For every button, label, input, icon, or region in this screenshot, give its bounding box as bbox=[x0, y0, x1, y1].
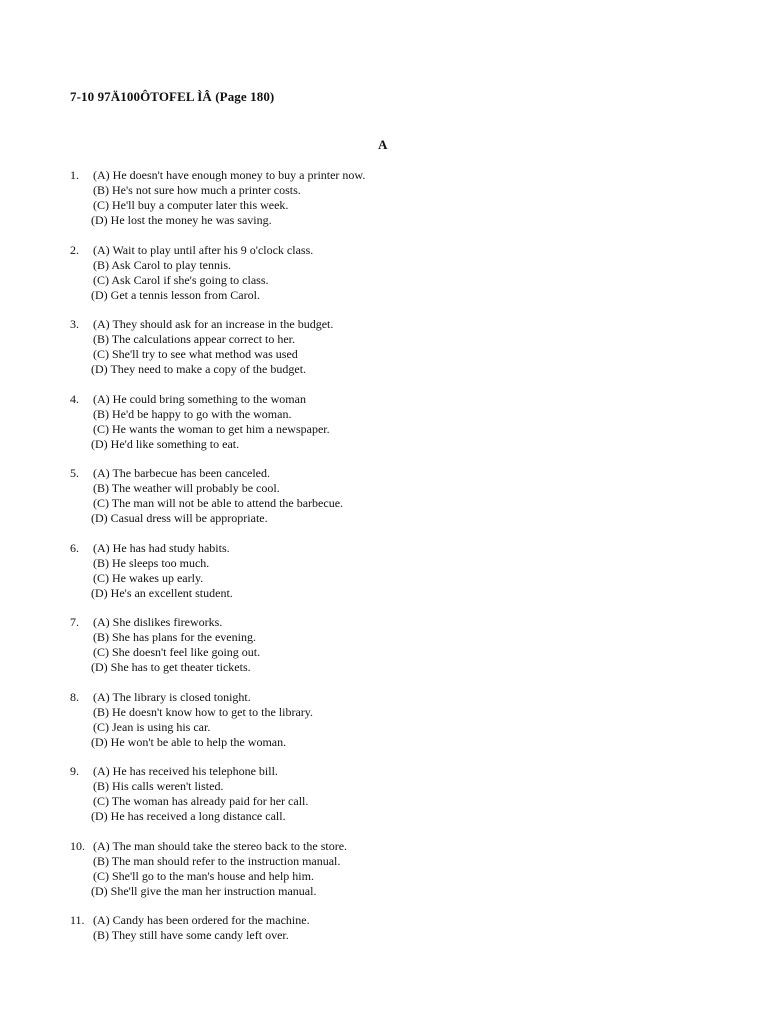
question-item bbox=[70, 615, 710, 690]
answer-option: (C) The man will not be able to attend the barbecue. bbox=[93, 496, 344, 510]
question-item bbox=[70, 317, 710, 392]
answer-option: (B) He doesn't know how to get to the library. bbox=[93, 704, 314, 719]
answer-option: (C) Jean is using his car. bbox=[93, 719, 211, 734]
answer-option: (D) She has to get theater tickets. bbox=[91, 660, 251, 674]
section-label: A bbox=[378, 137, 388, 152]
answer-option: (B) He'd be happy to go with the woman. bbox=[93, 406, 292, 421]
question-item bbox=[70, 243, 710, 318]
answer-option: (B) She has plans for the evening. bbox=[93, 630, 256, 644]
answer-option: (C) He wants the woman to get him a newspaper. bbox=[93, 421, 330, 436]
answer-option: (C) She doesn't feel like going out. bbox=[93, 645, 261, 659]
question-number: 3. bbox=[70, 317, 79, 331]
answer-option: (A) The library is closed tonight. bbox=[93, 689, 251, 704]
question-number: 5. bbox=[70, 466, 79, 480]
question-list bbox=[70, 168, 710, 988]
answer-option: (D) He has received a long distance call. bbox=[91, 809, 286, 823]
question-number: 4. bbox=[70, 391, 79, 406]
page-title: 7-10 97Ä100ÔTOFEL ÌÂ (Page 180) bbox=[70, 89, 275, 104]
answer-option: (B) He's not sure how much a printer costs. bbox=[93, 183, 301, 197]
answer-option: (D) He lost the money he was saving. bbox=[91, 213, 272, 227]
question-item bbox=[70, 839, 710, 914]
answer-option: (A) He has received his telephone bill. bbox=[93, 764, 278, 778]
question-number: 9. bbox=[70, 764, 79, 778]
answer-option: (B) Ask Carol to play tennis. bbox=[93, 257, 231, 272]
answer-option: (A) She dislikes fireworks. bbox=[93, 615, 223, 629]
question-item bbox=[70, 168, 710, 243]
answer-option: (B) They still have some candy left over. bbox=[93, 928, 289, 942]
answer-option: (A) Candy has been ordered for the machine. bbox=[93, 913, 310, 927]
answer-option: (A) He could bring something to the woman bbox=[93, 391, 306, 406]
question-item bbox=[70, 541, 710, 616]
question-number: 1. bbox=[70, 168, 79, 182]
question-item bbox=[70, 913, 710, 988]
answer-option: (D) Casual dress will be appropriate. bbox=[91, 511, 268, 525]
question-item bbox=[70, 466, 710, 541]
answer-option: (C) He'll buy a computer later this week. bbox=[93, 198, 289, 212]
answer-option: (B) The man should refer to the instruction manual. bbox=[93, 853, 341, 868]
answer-option: (C) He wakes up early. bbox=[93, 570, 204, 585]
answer-option: (B) The weather will probably be cool. bbox=[93, 481, 280, 495]
answer-option: (A) The barbecue has been canceled. bbox=[93, 466, 271, 480]
answer-option: (B) The calculations appear correct to her. bbox=[93, 332, 296, 346]
question-item bbox=[70, 690, 710, 765]
answer-option: (A) Wait to play until after his 9 o'clock class. bbox=[93, 242, 314, 257]
answer-option: (C) Ask Carol if she's going to class. bbox=[93, 272, 269, 287]
answer-option: (D) He'd like something to eat. bbox=[91, 436, 240, 451]
answer-option: (D) He's an excellent student. bbox=[91, 585, 233, 600]
answer-option: (D) Get a tennis lesson from Carol. bbox=[91, 287, 260, 302]
answer-option: (A) The man should take the stereo back to the store. bbox=[93, 838, 348, 853]
question-item bbox=[70, 392, 710, 467]
answer-option: (C) She'll try to see what method was used bbox=[93, 347, 298, 361]
question-item bbox=[70, 764, 710, 839]
question-number: 10. bbox=[70, 838, 85, 853]
question-number: 8. bbox=[70, 689, 79, 704]
answer-option: (C) She'll go to the man's house and help him. bbox=[93, 868, 314, 883]
answer-option: (D) She'll give the man her instruction manual. bbox=[91, 883, 317, 898]
question-number: 11. bbox=[70, 913, 85, 927]
answer-option: (C) The woman has already paid for her call. bbox=[93, 794, 309, 808]
answer-option: (B) He sleeps too much. bbox=[93, 555, 210, 570]
answer-option: (A) He doesn't have enough money to buy a printer now. bbox=[93, 168, 366, 182]
question-number: 2. bbox=[70, 242, 79, 257]
answer-option: (A) He has had study habits. bbox=[93, 540, 230, 555]
answer-option: (A) They should ask for an increase in the budget. bbox=[93, 317, 334, 331]
question-number: 6. bbox=[70, 540, 79, 555]
answer-option: (D) He won't be able to help the woman. bbox=[91, 734, 287, 749]
answer-option: (D) They need to make a copy of the budget. bbox=[91, 362, 307, 376]
question-number: 7. bbox=[70, 615, 79, 629]
answer-option: (B) His calls weren't listed. bbox=[93, 779, 224, 793]
